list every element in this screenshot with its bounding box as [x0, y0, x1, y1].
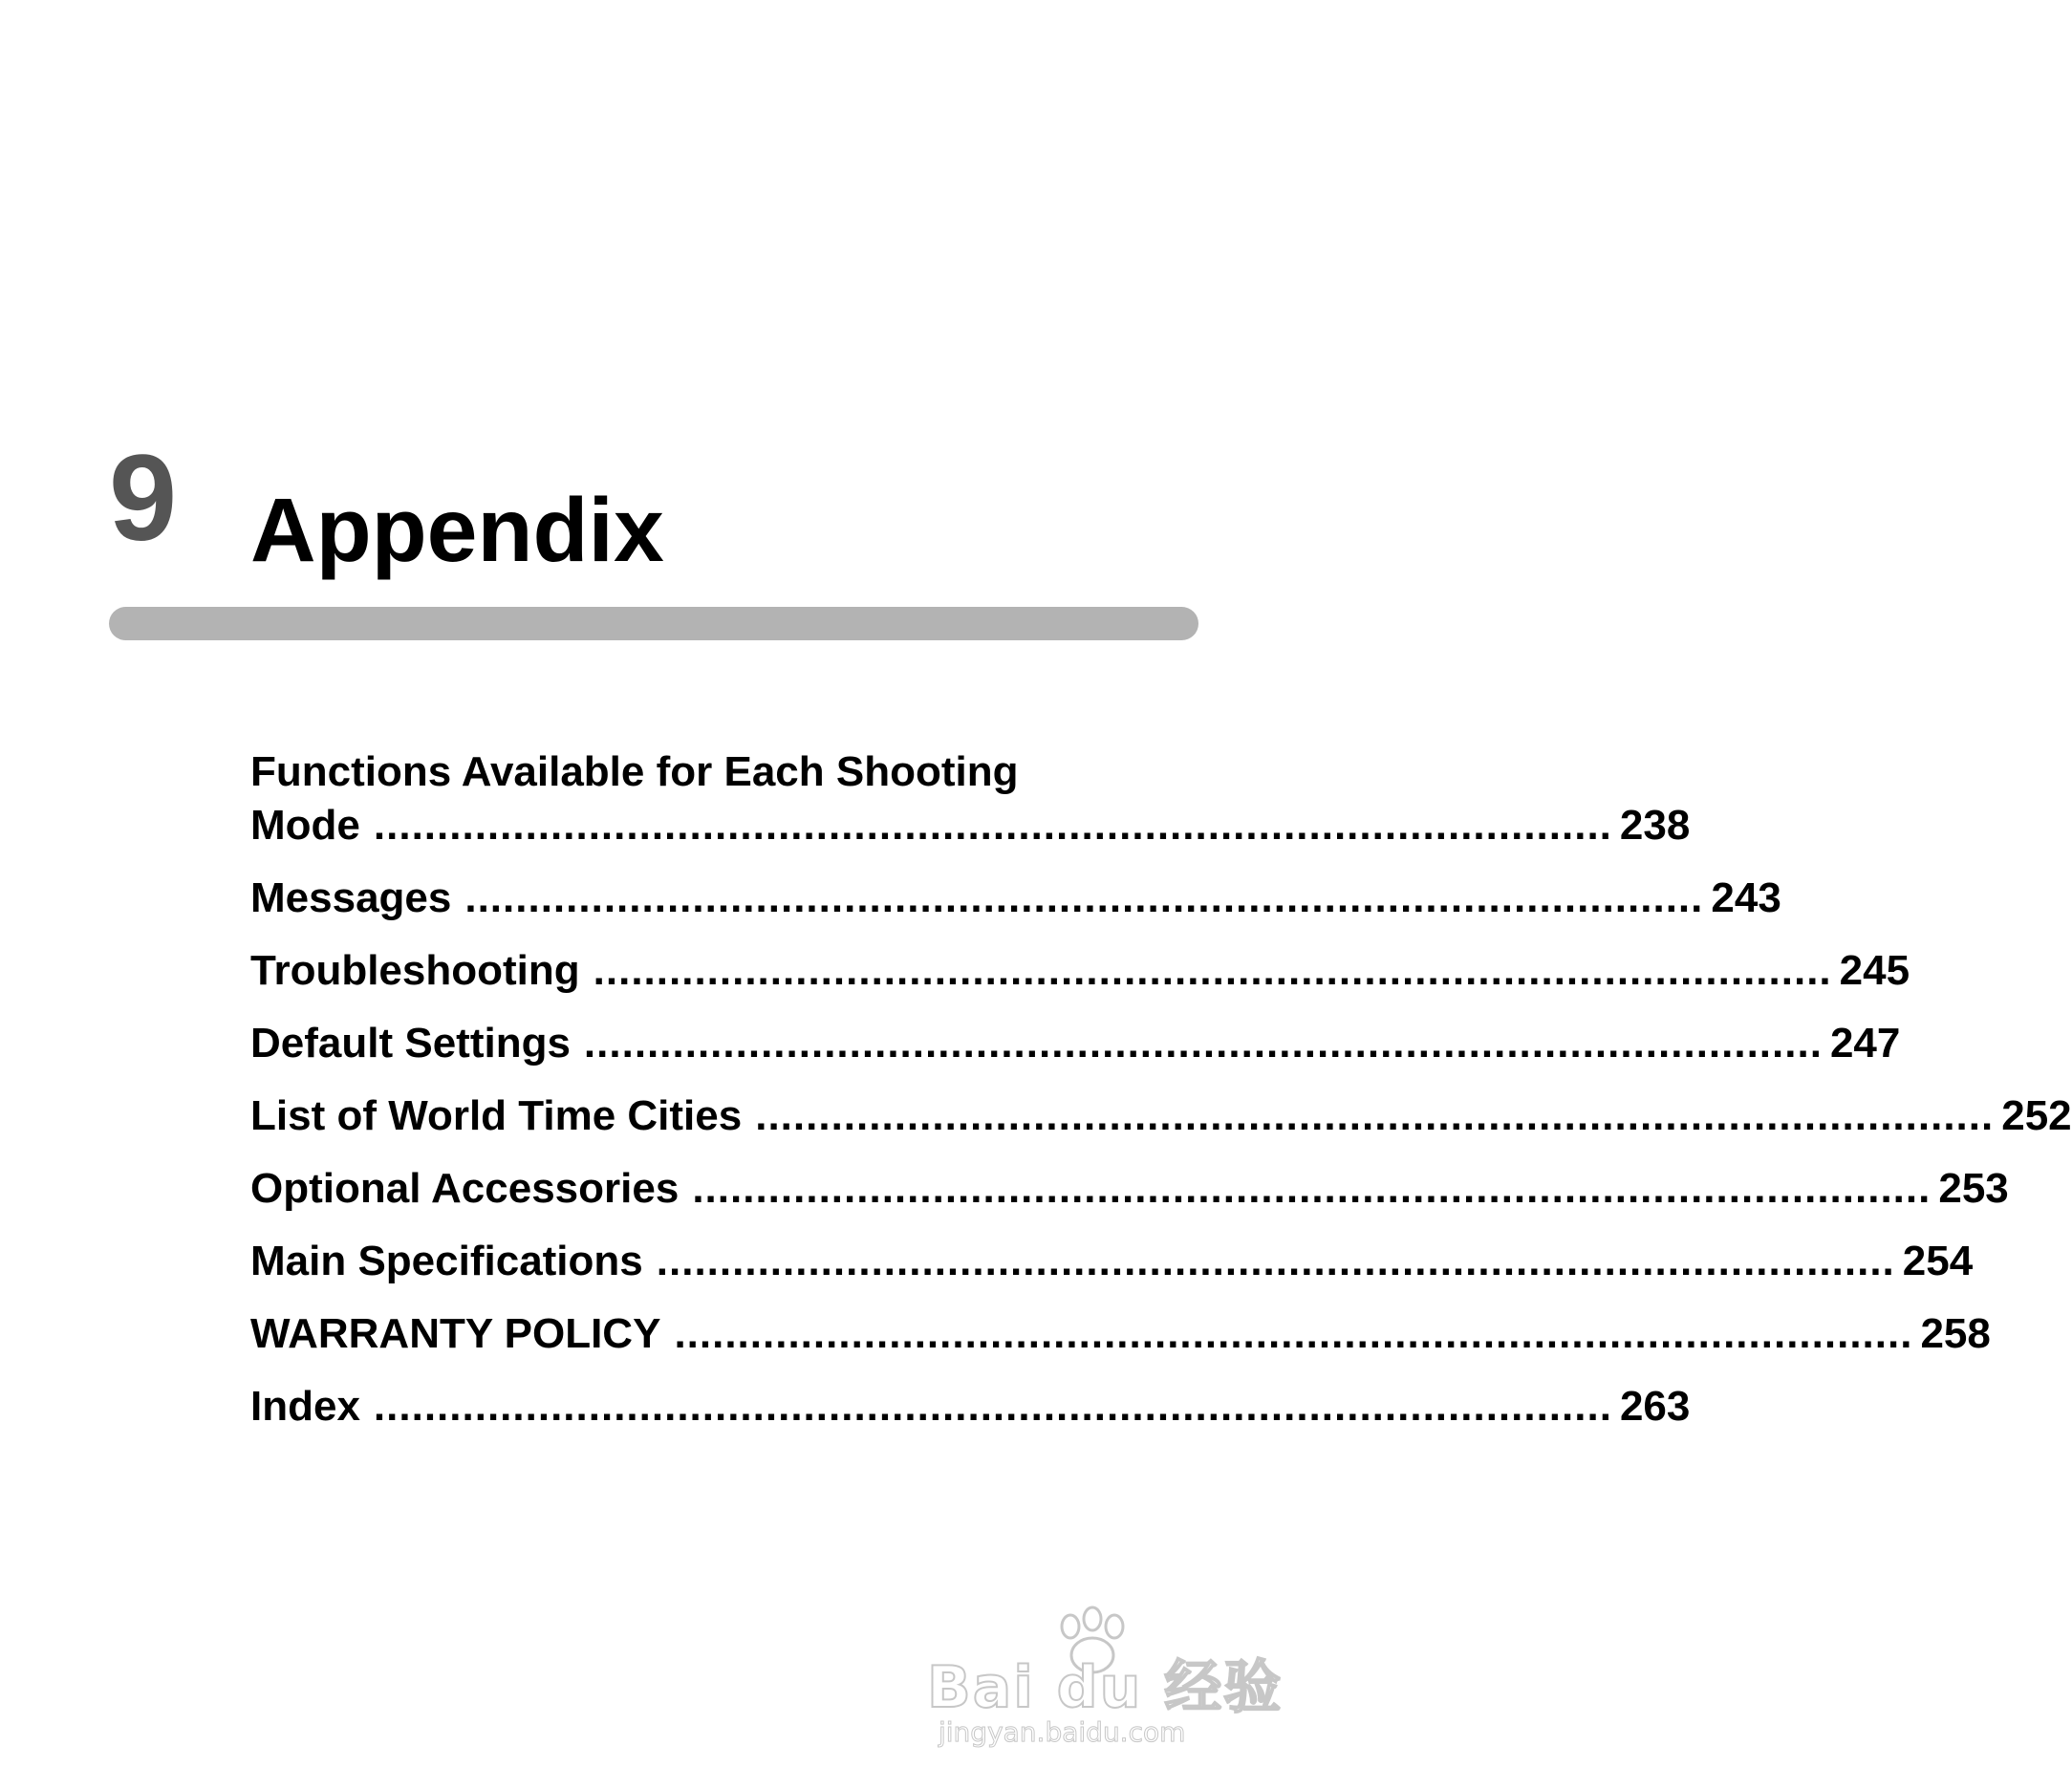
- toc-entry-main-specifications[interactable]: [250, 1235, 1974, 1288]
- toc-entry-label: Default Settings: [250, 1020, 571, 1067]
- dot-leader: ..................................................................................................: [674, 1310, 1913, 1357]
- watermark-logo-text: Bai du 经验: [927, 1654, 1284, 1721]
- toc-entry-messages[interactable]: [250, 872, 1781, 925]
- dot-leader: ..................................................................................................: [755, 1092, 1995, 1139]
- dot-leader: ..................................................................................................: [656, 1238, 1895, 1284]
- toc-entry-label: Messages: [250, 874, 452, 921]
- table-of-contents: [250, 745, 2072, 1453]
- toc-page-number: 247: [1829, 1020, 1901, 1067]
- toc-entry-label: Main Specifications: [250, 1238, 643, 1284]
- toc-entry-label: Troubleshooting: [250, 947, 580, 994]
- toc-entry-warranty-policy[interactable]: [250, 1307, 1991, 1361]
- toc-page-number: 243: [1711, 874, 1781, 921]
- dot-leader: ..................................................................................................: [583, 1020, 1823, 1067]
- dot-leader: ..................................................................................................: [464, 874, 1704, 921]
- toc-entry-label: Optional Accessories: [250, 1165, 680, 1212]
- toc-page-number: 258: [1920, 1310, 1991, 1357]
- toc-entry-label: Index: [250, 1383, 360, 1430]
- toc-entry-label-line1: Functions Available for Each Shooting: [250, 748, 1019, 795]
- toc-entry-troubleshooting[interactable]: [250, 944, 1910, 998]
- dot-leader: ..................................................................................................: [692, 1165, 1932, 1212]
- chapter-number: 9: [109, 430, 178, 567]
- watermark-url: jingyan.baidu.com: [939, 1716, 1186, 1748]
- toc-entry-default-settings[interactable]: [250, 1017, 1901, 1070]
- dot-leader: ..................................................................................................: [373, 1383, 1612, 1430]
- toc-entry-label: WARRANTY POLICY: [250, 1310, 661, 1357]
- toc-entry-label: List of World Time Cities: [250, 1092, 743, 1139]
- chapter-title: Appendix: [250, 480, 664, 581]
- toc-page-number: 263: [1619, 1383, 1691, 1430]
- toc-entry-world-time-cities[interactable]: [250, 1089, 2072, 1143]
- chapter-divider-bar: [109, 607, 1198, 640]
- dot-leader: ..................................................................................................: [373, 802, 1612, 849]
- toc-entry-optional-accessories[interactable]: [250, 1162, 2009, 1216]
- dot-leader: ..................................................................................................: [593, 947, 1832, 994]
- toc-page-number: 238: [1619, 802, 1691, 849]
- toc-page-number: 252: [2001, 1092, 2072, 1139]
- toc-entry-index[interactable]: [250, 1380, 1691, 1433]
- toc-entry-label: Mode: [250, 802, 360, 849]
- toc-page-number: 245: [1839, 947, 1910, 994]
- toc-entry-functions[interactable]: [250, 745, 1691, 852]
- toc-page-number: 254: [1902, 1238, 1974, 1284]
- baidu-watermark: [927, 1606, 1284, 1758]
- toc-page-number: 253: [1938, 1165, 2009, 1212]
